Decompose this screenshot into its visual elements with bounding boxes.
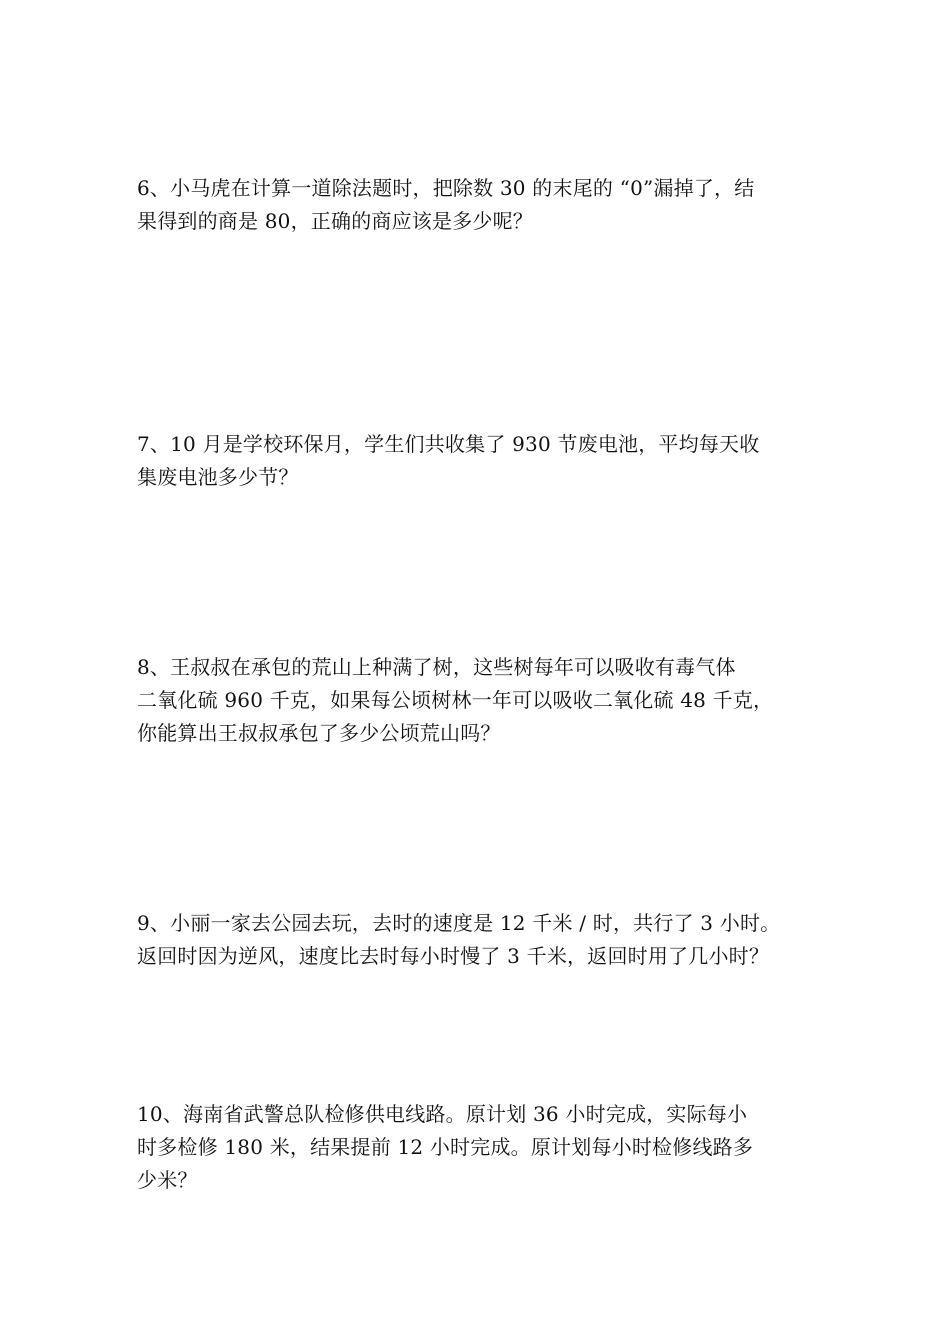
- problem-7-line-2: 集废电池多少节？: [137, 465, 299, 489]
- problem-9-line-2: 返回时因为逆风，速度比去时每小时慢了 3 千米，返回时用了几小时？: [137, 944, 770, 968]
- problem-8-line-2: 二氧化硫 960 千克，如果每公顷树林一年可以吸收二氧化硫 48 千克，: [137, 688, 774, 712]
- problem-8-line-1: 8、王叔叔在承包的荒山上种满了树，这些树每年可以吸收有毒气体: [137, 655, 736, 679]
- problem-7: [137, 428, 827, 494]
- problem-7-line-1: 7、10 月是学校环保月，学生们共收集了 930 节废电池，平均每天收: [137, 432, 760, 456]
- problem-10-line-1: 10、海南省武警总队检修供电线路。原计划 36 小时完成，实际每小: [137, 1102, 748, 1126]
- problem-10-line-2: 时多检修 180 米，结果提前 12 小时完成。原计划每小时检修线路多: [137, 1135, 754, 1159]
- problem-10-line-3: 少米？: [137, 1168, 198, 1192]
- problem-9: [137, 907, 827, 973]
- problem-8: [137, 651, 827, 750]
- problem-10: [137, 1098, 827, 1197]
- problem-8-line-3: 你能算出王叔叔承包了多少公顷荒山吗？: [137, 721, 501, 745]
- problem-9-line-1: 9、小丽一家去公园去玩，去时的速度是 12 千米 / 时，共行了 3 小时。: [137, 911, 781, 935]
- problem-6: [137, 172, 827, 238]
- problem-6-line-2: 果得到的商是 80，正确的商应该是多少呢？: [137, 209, 534, 233]
- problem-6-line-1: 6、小马虎在计算一道除法题时，把除数 30 的末尾的 “0”漏掉了，结: [137, 176, 755, 200]
